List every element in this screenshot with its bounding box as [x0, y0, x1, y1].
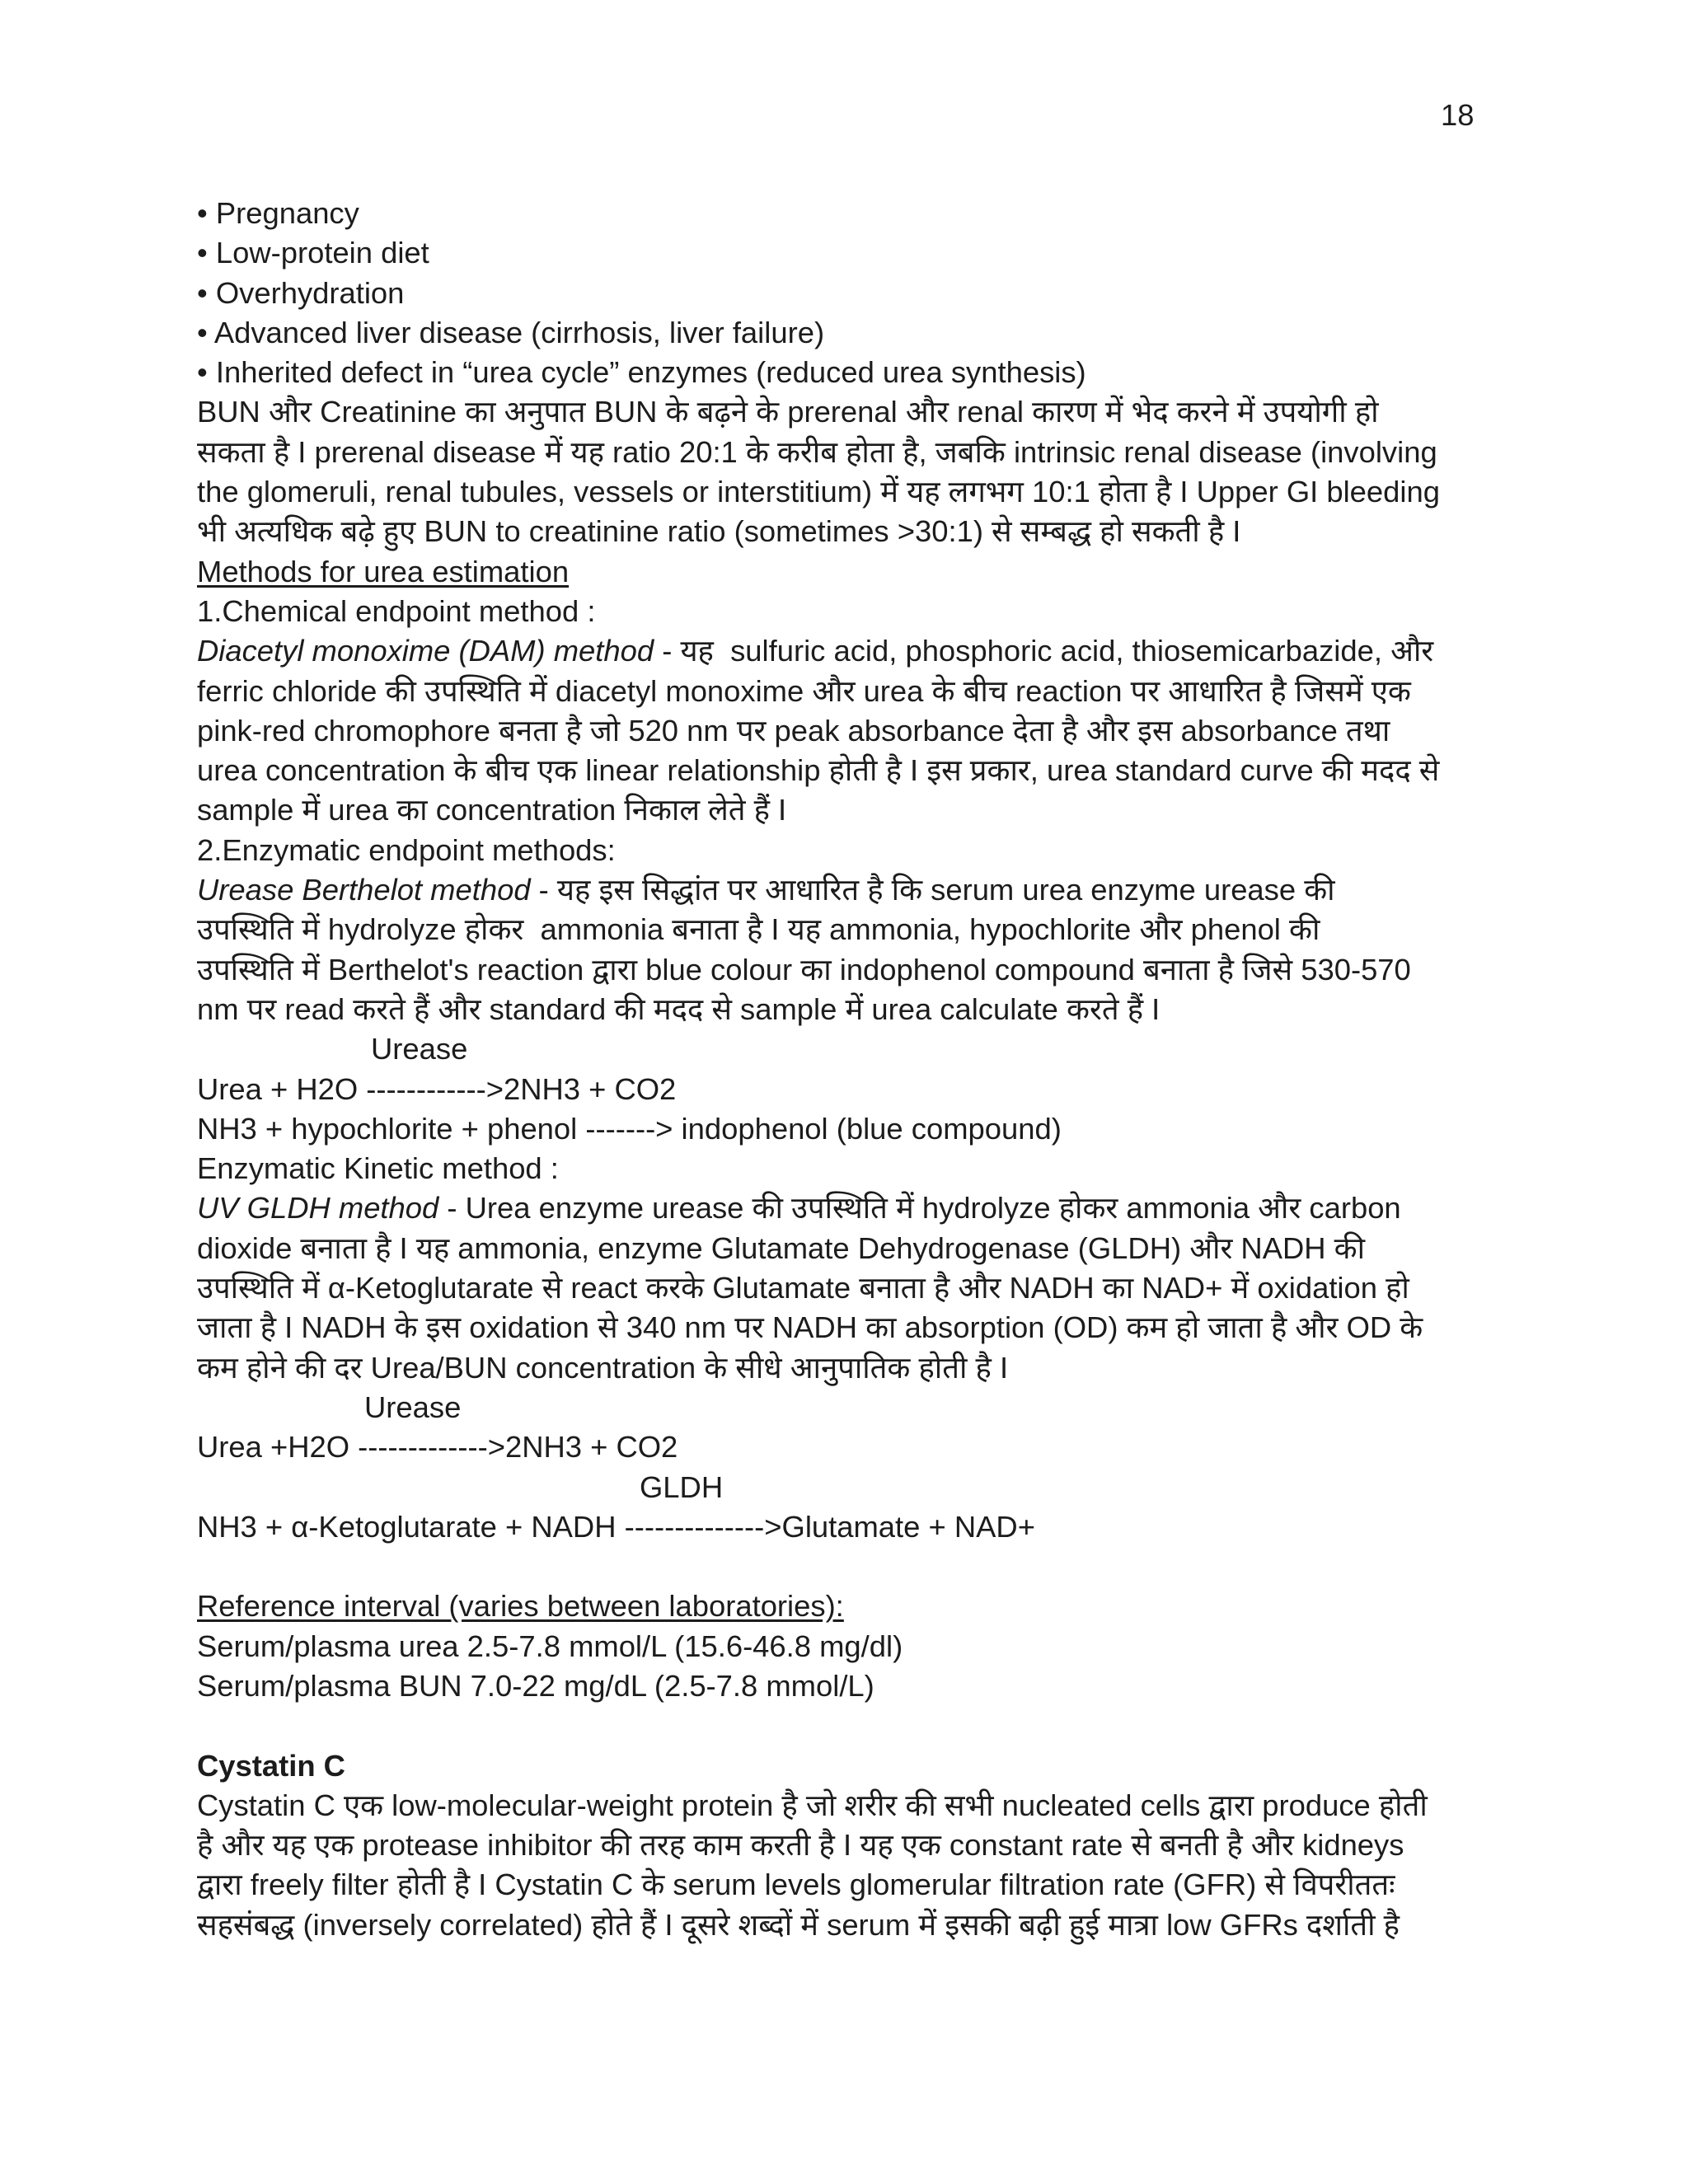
list-item: • Pregnancy [197, 196, 359, 230]
paragraph-line: urea concentration के बीच एक linear relationship होती है I इस प्रकार, urea standard curve की मदद से [197, 753, 1440, 788]
paragraph-line [197, 870, 1491, 910]
method-heading-enzymatic-endpoint: 2.Enzymatic endpoint methods: [197, 832, 616, 867]
paragraph-line: सहसंबद्ध (inversely correlated) होते हैं I दूसरे शब्दों में serum में इसकी बढ़ी हुई मात्रा low GFRs दर्शाती है [197, 1907, 1400, 1942]
spacer [197, 1706, 1491, 1746]
paragraph-line: BUN और Creatinine का अनुपात BUN के बढ़ने के prerenal और renal कारण में भेद करने में उपयोगी हो [197, 395, 1379, 429]
section-heading-reference-interval: Reference interval (varies between laboratories): [197, 1589, 844, 1624]
reaction-equation: NH3 + hypochlorite + phenol -------> indophenol (blue compound) [197, 1111, 1062, 1146]
paragraph-line [197, 1188, 1491, 1228]
paragraph-line: sample में urea का concentration निकाल लेते हैं I [197, 793, 787, 827]
paragraph-line: Cystatin C एक low-molecular-weight protein है जो शरीर की सभी nucleated cells द्वारा produce होती [197, 1788, 1428, 1822]
paragraph-line: है और यह एक protease inhibitor की तरह काम करती है I यह एक constant rate से बनती है और kidneys [197, 1828, 1404, 1863]
list-item: • Inherited defect in “urea cycle” enzymes (reduced urea synthesis) [197, 355, 1086, 390]
reference-value: Serum/plasma BUN 7.0-22 mg/dL (2.5-7.8 mmol/L) [197, 1668, 874, 1703]
section-heading-cystatin-c: Cystatin C [197, 1748, 345, 1783]
method-heading-enzymatic-kinetic: Enzymatic Kinetic method : [197, 1151, 559, 1186]
page-number: 18 [1441, 98, 1475, 132]
paragraph-line: pink-red chromophore बनता है जो 520 nm पर peak absorbance देता है और इस absorbance तथा [197, 713, 1390, 748]
document-body [197, 194, 1491, 1945]
paragraph-line: सकता है I prerenal disease में यह ratio 20:1 के करीब होता है, जबकि intrinsic renal disease (involving [197, 434, 1437, 469]
paragraph-line: ferric chloride की उपस्थिति में diacetyl monoxime और urea के बीच reaction पर आधारित है जिसमें एक [197, 673, 1411, 708]
reaction-equation: Urea + H2O ------------>2NH3 + CO2 [197, 1071, 677, 1106]
method-name: UV GLDH method [197, 1191, 439, 1226]
list-item: • Overhydration [197, 275, 405, 310]
paragraph-line [197, 631, 1491, 671]
paragraph-text: - यह sulfuric acid, phosphoric acid, thiosemicarbazide, और [654, 634, 1434, 668]
reaction-enzyme-label: Urease [371, 1032, 468, 1066]
paragraph-line: भी अत्यधिक बढ़े हुए BUN to creatinine ratio (sometimes >30:1) से सम्बद्ध हो सकती है I [197, 514, 1241, 549]
paragraph-line: कम होने की दर Urea/BUN concentration के सीधे आनुपातिक होती है I [197, 1350, 1009, 1385]
reference-value: Serum/plasma urea 2.5-7.8 mmol/L (15.6-46.8 mg/dl) [197, 1629, 903, 1663]
spacer [197, 1547, 1491, 1586]
paragraph-text: - यह इस सिद्धांत पर आधारित है कि serum urea enzyme urease की [530, 873, 1335, 907]
method-heading-chemical: 1.Chemical endpoint method : [197, 593, 596, 628]
reaction-equation: NH3 + α-Ketoglutarate + NADH -------------->Glutamate + NAD+ [197, 1509, 1035, 1544]
paragraph-line: उपस्थिति में Berthelot's reaction द्वारा blue colour का indophenol compound बनाता है जिसे 530-570 [197, 952, 1411, 987]
paragraph-line: द्वारा freely filter होती है I Cystatin C के serum levels glomerular filtration rate (GFR) से विपरीततः [197, 1868, 1395, 1902]
list-item: • Low-protein diet [197, 236, 429, 270]
method-name: Urease Berthelot method [197, 873, 531, 907]
paragraph-line: nm पर read करते हैं और standard की मदद से sample में urea calculate करते हैं I [197, 991, 1160, 1026]
method-name: Diacetyl monoxime (DAM) method [197, 634, 654, 668]
reaction-enzyme-label: Urease [364, 1390, 462, 1424]
paragraph-line: dioxide बनाता है I यह ammonia, enzyme Glutamate Dehydrogenase (GLDH) और NADH की [197, 1230, 1366, 1265]
list-item: • Advanced liver disease (cirrhosis, liver failure) [197, 315, 825, 349]
paragraph-line: the glomeruli, renal tubules, vessels or interstitium) में यह लगभग 10:1 होता है I Upper GI bleeding [197, 475, 1440, 509]
paragraph-text: - Urea enzyme urease की उपस्थिति में hydrolyze होकर ammonia और carbon [438, 1191, 1401, 1226]
paragraph-line: उपस्थिति में hydrolyze होकर ammonia बनाता है I यह ammonia, hypochlorite और phenol की [197, 912, 1320, 947]
section-heading-methods: Methods for urea estimation [197, 554, 570, 588]
reaction-enzyme-label: GLDH [640, 1469, 724, 1504]
paragraph-line: उपस्थिति में α-Ketoglutarate से react करके Glutamate बनाता है और NADH का NAD+ में oxidation हो [197, 1271, 1409, 1305]
reaction-equation: Urea +H2O ------------->2NH3 + CO2 [197, 1430, 678, 1465]
paragraph-line: जाता है I NADH के इस oxidation से 340 nm पर NADH का absorption (OD) कम हो जाता है और OD के [197, 1310, 1423, 1345]
